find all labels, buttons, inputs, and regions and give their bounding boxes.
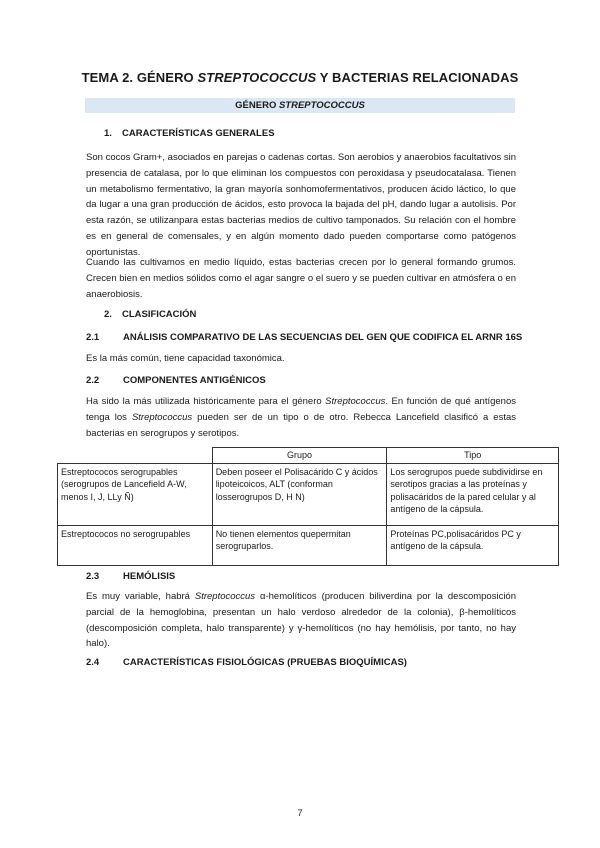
table-header-tipo: Tipo <box>387 448 559 464</box>
genus-banner: GÉNERO STREPTOCOCCUS <box>85 98 515 113</box>
subsection-2-1-heading: 2.1 ANÁLISIS COMPARATIVO DE LAS SECUENCIAS DEL GEN QUE CODIFICA EL ARNR 16S <box>86 332 523 343</box>
table-cell: Estreptococos no serogrupables <box>58 525 213 565</box>
subsection-2-3-heading: 2.3 HEMÓLISIS <box>86 571 176 582</box>
table-cell: Deben poseer el Polisacárido C y ácidos lipoteicoicos, ALT (conforman losserogrupos D, H N) <box>212 463 387 525</box>
table-cell: Los serogrupos puede subdividirse en serotipos gracias a las proteínas y polisacáridos de la pared celular y al antígeno de la cápsula. <box>387 463 559 525</box>
table-cell: No tienen elementos quepermitan serogruparlos. <box>212 525 387 565</box>
subsection-2-2-text: Ha sido la más utilizada históricamente para el género Streptococcus. En función de qué antígenos tenga los Streptococcus pueden ser de un tipo o de otro. Rebecca Lancefield clasificó a estas bacterias en serogrupos y serotipos. <box>86 396 516 439</box>
document-title: TEMA 2. GÉNERO STREPTOCOCCUS Y BACTERIAS RELACIONADAS <box>81 70 519 85</box>
serogroup-table <box>57 447 559 566</box>
subsection-2-4-heading: 2.4 CARACTERÍSTICAS FISIOLÓGICAS (PRUEBAS BIOQUÍMICAS) <box>86 657 407 668</box>
section-1-heading: 1. CARACTERÍSTICAS GENERALES <box>104 128 275 139</box>
section-2-heading: 2. CLASIFICACIÓN <box>104 309 197 320</box>
section-1-paragraph-2: Cuando las cultivamos en medio líquido, estas bacterias crecen por lo general formando grumos. Crecen bien en medios sólidos como el agar sangre o el suero y se pueden cultivar en atmósfera o en anaerobiosis. <box>86 257 516 300</box>
table-cell: Estreptococos serogrupables (serogrupos de Lancefield A-W, menos I, J, LLy Ñ) <box>58 463 213 525</box>
page-number: 7 <box>297 808 303 818</box>
table-row <box>58 463 559 525</box>
subsection-2-2-heading: 2.2 COMPONENTES ANTIGÉNICOS <box>86 375 266 386</box>
table-row <box>58 525 559 565</box>
table-header-grupo: Grupo <box>212 448 387 464</box>
table-header-empty <box>58 448 213 464</box>
subsection-2-1-text: Es la más común, tiene capacidad taxonómica. <box>86 353 285 364</box>
section-1-paragraph-1: Son cocos Gram+, asociados en parejas o cadenas cortas. Son aerobios y anaerobios facultativos sin presencia de catalasa, por lo que eliminan los compuestos con peroxidasa y pseudocatalasa. Tienen un metabolismo fermentativo, la gran mayoría sonhomofermentativos, producen ácido láctico, lo que da lugar a una gran producción de ácidos, esto provoca la bajada del pH, dando lugar a autolisis. Por esta razón, se utilizanpara estas bacterias medios de cultivo tamponados. Su relación con el hombre es en general de comensales, y en algún momento dado pueden comportarse como patógenos oportunistas. <box>86 152 516 258</box>
table-cell: Proteínas PC,polisacáridos PC y antígeno de la cápsula. <box>387 525 559 565</box>
table-header-row <box>58 448 559 464</box>
subsection-2-3-text: Es muy variable, habrá Streptococcus α-hemolíticos (producen biliverdina por la descomposición parcial de la hemoglobina, presentan un halo verdoso alrededor de la colonia), β-hemolíticos (descomposición completa, halo transparente) y γ-hemolíticos (no hay hemólisis, por tanto, no hay halo). <box>86 591 516 650</box>
